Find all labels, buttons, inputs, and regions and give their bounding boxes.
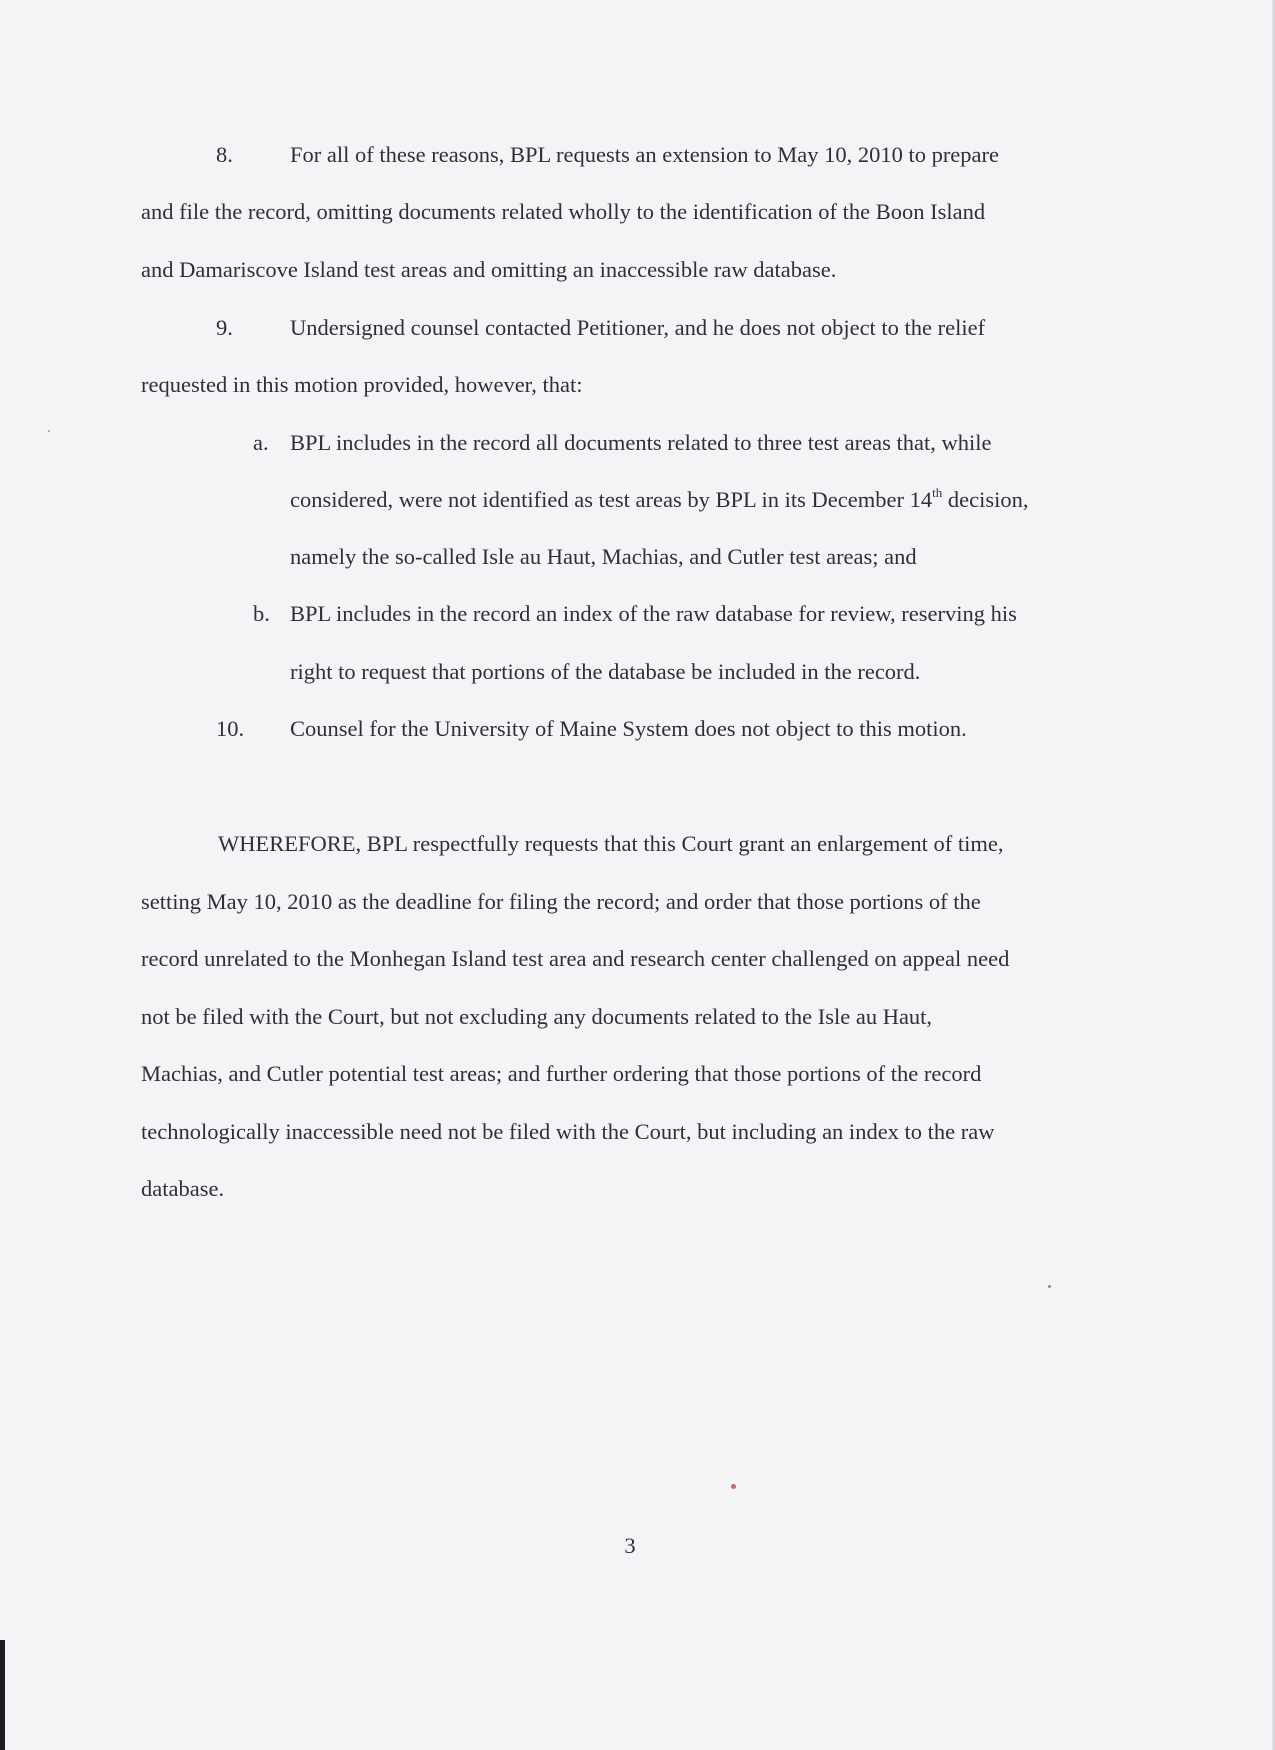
item-a-line-1: BPL includes in the record all documents related to three test areas that, while: [290, 430, 992, 455]
paragraph-8-number: 8.: [216, 142, 233, 167]
paragraph-9-line-2: requested in this motion provided, however, that:: [141, 372, 583, 397]
item-a-line-3: namely the so-called Isle au Haut, Machias, and Cutler test areas; and: [290, 544, 917, 569]
scan-speck: [731, 1484, 736, 1489]
paragraph-9-number: 9.: [216, 315, 233, 340]
paragraph-8-line-1: For all of these reasons, BPL requests an extension to May 10, 2010 to prepare: [290, 142, 1000, 167]
scan-left-bar: [0, 1640, 5, 1750]
scan-speck: [1048, 1285, 1051, 1288]
ordinal-suffix: th: [932, 485, 943, 500]
wherefore-line-6: technologically inaccessible need not be filed with the Court, but including an index to the raw: [141, 1119, 995, 1144]
paragraph-9-line-1: Undersigned counsel contacted Petitioner, and he does not object to the relief: [290, 315, 986, 340]
item-a-label: a.: [253, 430, 269, 455]
item-b-line-2: right to request that portions of the database be included in the record.: [290, 659, 921, 684]
item-a-line-2: [290, 485, 1029, 512]
wherefore-line-7: database.: [141, 1176, 225, 1201]
wherefore-line-3: record unrelated to the Monhegan Island test area and research center challenged on appeal need: [141, 946, 1010, 971]
item-b-label: b.: [253, 601, 270, 626]
wherefore-line-4: not be filed with the Court, but not excluding any documents related to the Isle au Haut,: [141, 1004, 933, 1029]
item-a-line-2-after: decision,: [942, 487, 1029, 512]
scan-speck: [48, 430, 50, 432]
wherefore-line-1: WHEREFORE, BPL respectfully requests that this Court grant an enlargement of time,: [218, 831, 1004, 856]
paragraph-10-number: 10.: [216, 716, 245, 741]
item-b-line-1: BPL includes in the record an index of the raw database for review, reserving his: [290, 601, 1017, 626]
paragraph-10-line: Counsel for the University of Maine System does not object to this motion.: [290, 716, 967, 741]
page-number: 3: [624, 1533, 636, 1558]
paragraph-8-line-3: and Damariscove Island test areas and omitting an inaccessible raw database.: [141, 257, 837, 282]
wherefore-line-2: setting May 10, 2010 as the deadline for filing the record; and order that those portions of the: [141, 889, 981, 914]
wherefore-line-5: Machias, and Cutler potential test areas; and further ordering that those portions of the record: [141, 1061, 982, 1086]
item-a-line-2-before: considered, were not identified as test areas by BPL in its December 14: [290, 487, 933, 512]
paragraph-8-line-2: and file the record, omitting documents related wholly to the identification of the Boon Island: [141, 199, 986, 224]
